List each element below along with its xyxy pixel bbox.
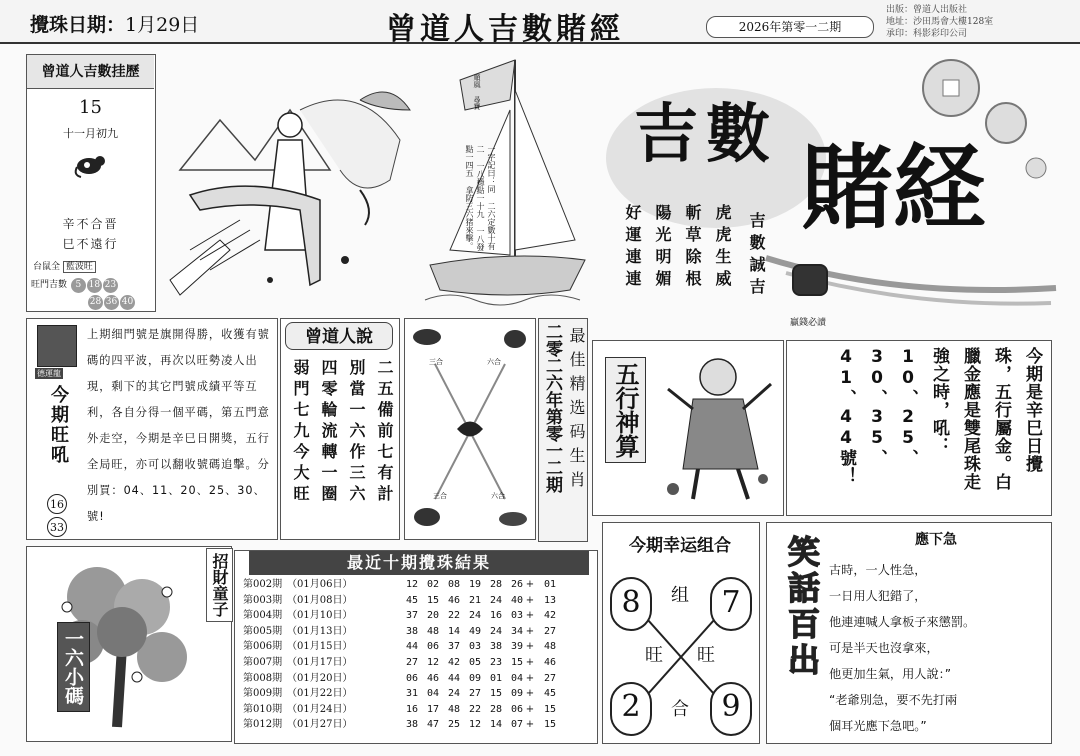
zodiac-label: 六合	[491, 492, 505, 500]
joke-line: 個耳光應下急吧。”	[829, 719, 927, 733]
logo-line-2: 賭経	[801, 134, 986, 242]
plus-sign: +	[525, 610, 535, 622]
combo-word: 旺	[697, 641, 715, 667]
results-number: 09	[510, 688, 523, 700]
money-bag-icon	[792, 264, 828, 296]
results-number: 27	[405, 656, 418, 668]
results-number: 49	[468, 625, 481, 637]
poem-column: 吉數誠吉	[747, 212, 766, 300]
results-number: 14	[447, 625, 460, 637]
results-number: 37	[447, 641, 460, 653]
plus-sign: +	[525, 594, 535, 606]
calendar-line-2: 巳不遠行	[62, 237, 119, 251]
results-number: 16	[489, 610, 502, 622]
results-number: 09	[468, 672, 481, 684]
results-issue: 第003期	[243, 594, 283, 606]
calendar-row-3	[87, 295, 135, 310]
results-special: 15	[543, 719, 556, 731]
results-number: 12	[468, 719, 481, 731]
joke-line: 他更加生氣，用人說：”	[829, 667, 952, 681]
best-pick-issue: 二零二六年第零一二期	[542, 323, 562, 493]
logo-line-1: 吉數	[634, 98, 778, 172]
calendar-title: 曾道人吉數挂歷	[27, 55, 154, 89]
results-number: 42	[447, 656, 460, 668]
results-number: 20	[426, 610, 439, 622]
results-special: 15	[543, 703, 556, 715]
results-special: 27	[543, 625, 556, 637]
table-row	[243, 577, 595, 593]
results-number: 17	[426, 703, 439, 715]
best-pick-box	[538, 318, 588, 542]
plus-sign: +	[525, 672, 535, 684]
calendar-box	[26, 54, 156, 312]
results-special: 01	[543, 579, 556, 590]
results-number: 12	[405, 579, 418, 590]
dragon-icon	[37, 325, 77, 367]
results-issue: 第004期	[243, 610, 283, 622]
results-date: （01月17日）	[287, 656, 353, 668]
lucky-ball: 40	[120, 295, 135, 310]
results-issue: 第010期	[243, 703, 283, 715]
results-number: 44	[447, 672, 460, 684]
results-number: 31	[405, 688, 418, 700]
poem-column: 虎虎生威	[713, 204, 732, 292]
combo-number: 7	[721, 585, 741, 620]
results-number: 16	[405, 703, 418, 715]
joke-box	[766, 522, 1052, 744]
joke-line: 一日用人犯錯了，	[829, 589, 927, 603]
results-number: 02	[426, 579, 439, 590]
calendar-row1-label: 台鼠全	[33, 262, 61, 272]
results-date: （01月08日）	[287, 594, 353, 606]
wuxing-box	[592, 340, 784, 516]
results-number: 27	[468, 688, 481, 700]
draw-date-label: 攪珠日期：	[30, 14, 126, 36]
saying-column: 四零輪流轉一圈	[319, 359, 338, 506]
results-number: 25	[447, 719, 460, 731]
results-number: 24	[489, 625, 502, 637]
results-number: 19	[468, 579, 481, 590]
wuxing-text-box	[786, 340, 1052, 516]
results-number: 14	[489, 719, 502, 731]
best-pick-label: 最佳精选码生肖	[567, 327, 586, 495]
results-number: 37	[405, 610, 418, 622]
combo-word: 组	[671, 581, 689, 607]
jianglong-ball-1: 16	[47, 494, 67, 514]
jianglong-title: 今期旺吼	[48, 385, 69, 465]
page-title: 曾道人吉數賭經	[386, 12, 624, 47]
address-line: 地址：沙田馬會大樓128室	[886, 17, 994, 27]
results-number: 39	[510, 641, 523, 653]
results-number: 40	[510, 594, 523, 606]
results-special: 27	[543, 672, 556, 684]
plus-sign: +	[525, 719, 535, 731]
saying-column: 弱門七九今大旺	[291, 359, 310, 506]
results-special: 46	[543, 656, 556, 668]
table-row	[243, 593, 595, 609]
calendar-row-2	[31, 277, 118, 293]
draw-date-value: 1月29日	[125, 14, 200, 36]
plus-sign: +	[525, 641, 535, 653]
jianglong-ball-2: 33	[47, 517, 67, 537]
joke-line: “老爺別急，要不先打兩	[829, 693, 958, 707]
results-number: 04	[426, 688, 439, 700]
results-date: （01月15日）	[287, 641, 353, 653]
results-date: （01月27日）	[287, 719, 353, 731]
calendar-row1-value: 藍波旺	[63, 261, 96, 273]
saying-column: 別當一六作三六	[347, 359, 366, 506]
calendar-line-1: 辛不合晋	[62, 217, 119, 231]
table-row	[243, 671, 595, 687]
results-date: （01月06日）	[287, 579, 353, 590]
results-number: 22	[447, 610, 460, 622]
results-number: 04	[510, 672, 523, 684]
zhaocai-label: 一六小碼	[57, 622, 90, 712]
results-box	[234, 550, 598, 744]
results-special: 42	[543, 610, 556, 622]
joke-side-title: 笑話百出	[783, 535, 821, 679]
results-number: 06	[405, 672, 418, 684]
results-number: 08	[447, 579, 460, 590]
results-number: 44	[405, 641, 418, 653]
results-number: 34	[510, 625, 523, 637]
poem-column: 斬草除根	[683, 204, 702, 292]
zodiac-label: 三合	[429, 358, 443, 366]
table-row	[243, 655, 595, 671]
results-number: 48	[426, 625, 439, 637]
results-number: 03	[468, 641, 481, 653]
plus-sign: +	[525, 703, 535, 715]
poem-column: 陽光明媚	[653, 204, 672, 292]
calendar-day: 15	[79, 97, 102, 118]
logo-badge: 贏錢必讀	[790, 318, 827, 328]
results-number: 23	[489, 656, 502, 668]
results-date: （01月24日）	[287, 703, 353, 715]
results-number: 38	[405, 625, 418, 637]
results-number: 07	[510, 719, 523, 731]
wuxing-title: 五行神算	[605, 357, 646, 463]
plus-sign: +	[525, 688, 535, 700]
results-number: 05	[468, 656, 481, 668]
zhaocai-title: 招財童子	[206, 548, 233, 622]
joke-body	[829, 557, 1051, 739]
results-number: 03	[510, 610, 523, 622]
poem-block	[612, 204, 768, 332]
saying-box	[280, 318, 400, 540]
combo-number: 2	[621, 689, 641, 724]
results-date: （01月13日）	[287, 625, 353, 637]
results-number: 47	[426, 719, 439, 731]
zodiac-box	[404, 318, 536, 540]
plus-sign: +	[525, 579, 535, 590]
combo-number: 9	[721, 689, 741, 724]
table-row	[243, 608, 595, 624]
results-number: 15	[489, 688, 502, 700]
results-number: 24	[468, 610, 481, 622]
results-number: 24	[447, 688, 460, 700]
rat-icon	[73, 151, 109, 185]
table-row	[243, 702, 595, 718]
plus-sign: +	[525, 625, 535, 637]
results-number: 01	[489, 672, 502, 684]
plus-sign: +	[525, 656, 535, 668]
results-number: 15	[426, 594, 439, 606]
results-special: 48	[543, 641, 556, 653]
jianglong-box	[26, 318, 278, 540]
sage-illustration	[160, 50, 416, 312]
lucky-ball: 5	[71, 278, 86, 293]
results-issue: 第007期	[243, 656, 283, 668]
results-number: 22	[468, 703, 481, 715]
results-number: 06	[426, 641, 439, 653]
results-number: 38	[489, 641, 502, 653]
results-special: 13	[543, 594, 556, 606]
results-number: 21	[468, 594, 481, 606]
lucky-ball: 23	[103, 278, 118, 293]
results-issue: 第006期	[243, 641, 283, 653]
lucky-ball: 18	[87, 278, 102, 293]
publisher-line: 出版：曾道人出版社	[886, 5, 968, 15]
joke-line: 古時，一人性急，	[829, 563, 927, 577]
results-number: 46	[426, 672, 439, 684]
results-special: 45	[543, 688, 556, 700]
wuxing-text: 今期是辛巳日攪珠，五行屬金。白臘金應是雙尾珠走強之時，吼：10、25、30、35、41、44號！	[836, 347, 1042, 491]
issue-number: 2026年第零一二期	[706, 16, 874, 38]
draw-date	[30, 10, 199, 37]
results-issue: 第009期	[243, 688, 283, 700]
combo-box	[602, 522, 760, 744]
results-date: （01月20日）	[287, 672, 353, 684]
table-row	[243, 624, 595, 640]
table-row	[243, 686, 595, 702]
lucky-ball: 36	[104, 295, 119, 310]
results-number: 46	[447, 594, 460, 606]
results-title: 最近十期攪珠結果	[249, 551, 589, 575]
results-number: 28	[489, 703, 502, 715]
results-number: 06	[510, 703, 523, 715]
poem-column: 好運連連	[623, 204, 642, 292]
table-row	[243, 639, 595, 655]
zodiac-cross	[405, 319, 535, 539]
zodiac-label: 六合	[487, 358, 501, 366]
calendar-row2-label: 旺門吉數	[31, 280, 68, 290]
joke-line: 可是半天也沒拿來，	[829, 641, 939, 655]
results-number: 26	[510, 579, 523, 590]
results-issue: 第008期	[243, 672, 283, 684]
results-table	[243, 577, 595, 733]
publisher-info	[886, 4, 993, 40]
child-figure	[663, 349, 778, 509]
combo-title: 今期幸运组合	[629, 536, 731, 556]
combo-word: 旺	[645, 641, 663, 667]
lucky-ball: 28	[88, 295, 103, 310]
sailboat-illustration	[420, 50, 592, 312]
joke-title: 應下急	[915, 532, 957, 548]
combo-word: 合	[671, 695, 689, 721]
saying-title: 曾道人說	[285, 322, 393, 350]
combo-number: 8	[621, 585, 641, 620]
zhaocai-box	[26, 546, 232, 742]
results-number: 38	[405, 719, 418, 731]
money-tree	[27, 547, 207, 737]
results-issue: 第012期	[243, 719, 283, 731]
results-number: 45	[405, 594, 418, 606]
calendar-row-1	[33, 259, 96, 272]
joke-line: 他連連喊人拿板子來懲罰。	[829, 615, 976, 629]
results-date: （01月22日）	[287, 688, 353, 700]
zodiac-label: 三合	[433, 492, 447, 500]
sail-poem: 一字記曰：同 二六定數十有二 一八穩點一十九 一八發點一四五 拿防三六猪來擊。	[465, 145, 496, 251]
results-issue: 第005期	[243, 625, 283, 637]
results-date: （01月10日）	[287, 610, 353, 622]
saying-column: 二五備前七有計	[375, 359, 394, 506]
table-row	[243, 717, 595, 733]
results-issue: 第002期	[243, 579, 283, 590]
results-number: 24	[489, 594, 502, 606]
results-number: 12	[426, 656, 439, 668]
dragon-icon-label: 德運龍	[37, 369, 61, 378]
results-number: 28	[489, 579, 502, 590]
results-number: 48	[447, 703, 460, 715]
results-number: 15	[510, 656, 523, 668]
header-bar	[0, 0, 1080, 47]
printer-line: 承印：科影彩印公司	[886, 29, 968, 39]
sail-flag-text: 順風 尋寶	[473, 74, 481, 110]
jianglong-text: 上期细門號是旗開得勝，收獲有號碼的四平波，再次以旺勢凌人出現，剩下的其它門號成績平等互利，各自分得一個平碼，第五門意外走空，今期是辛巳日開獎，五行全局旺，亦可以翻收號碼追擊。分別買：04、11、20、25、30、號!	[87, 328, 270, 523]
calendar-lunar: 十一月初九	[63, 127, 118, 140]
